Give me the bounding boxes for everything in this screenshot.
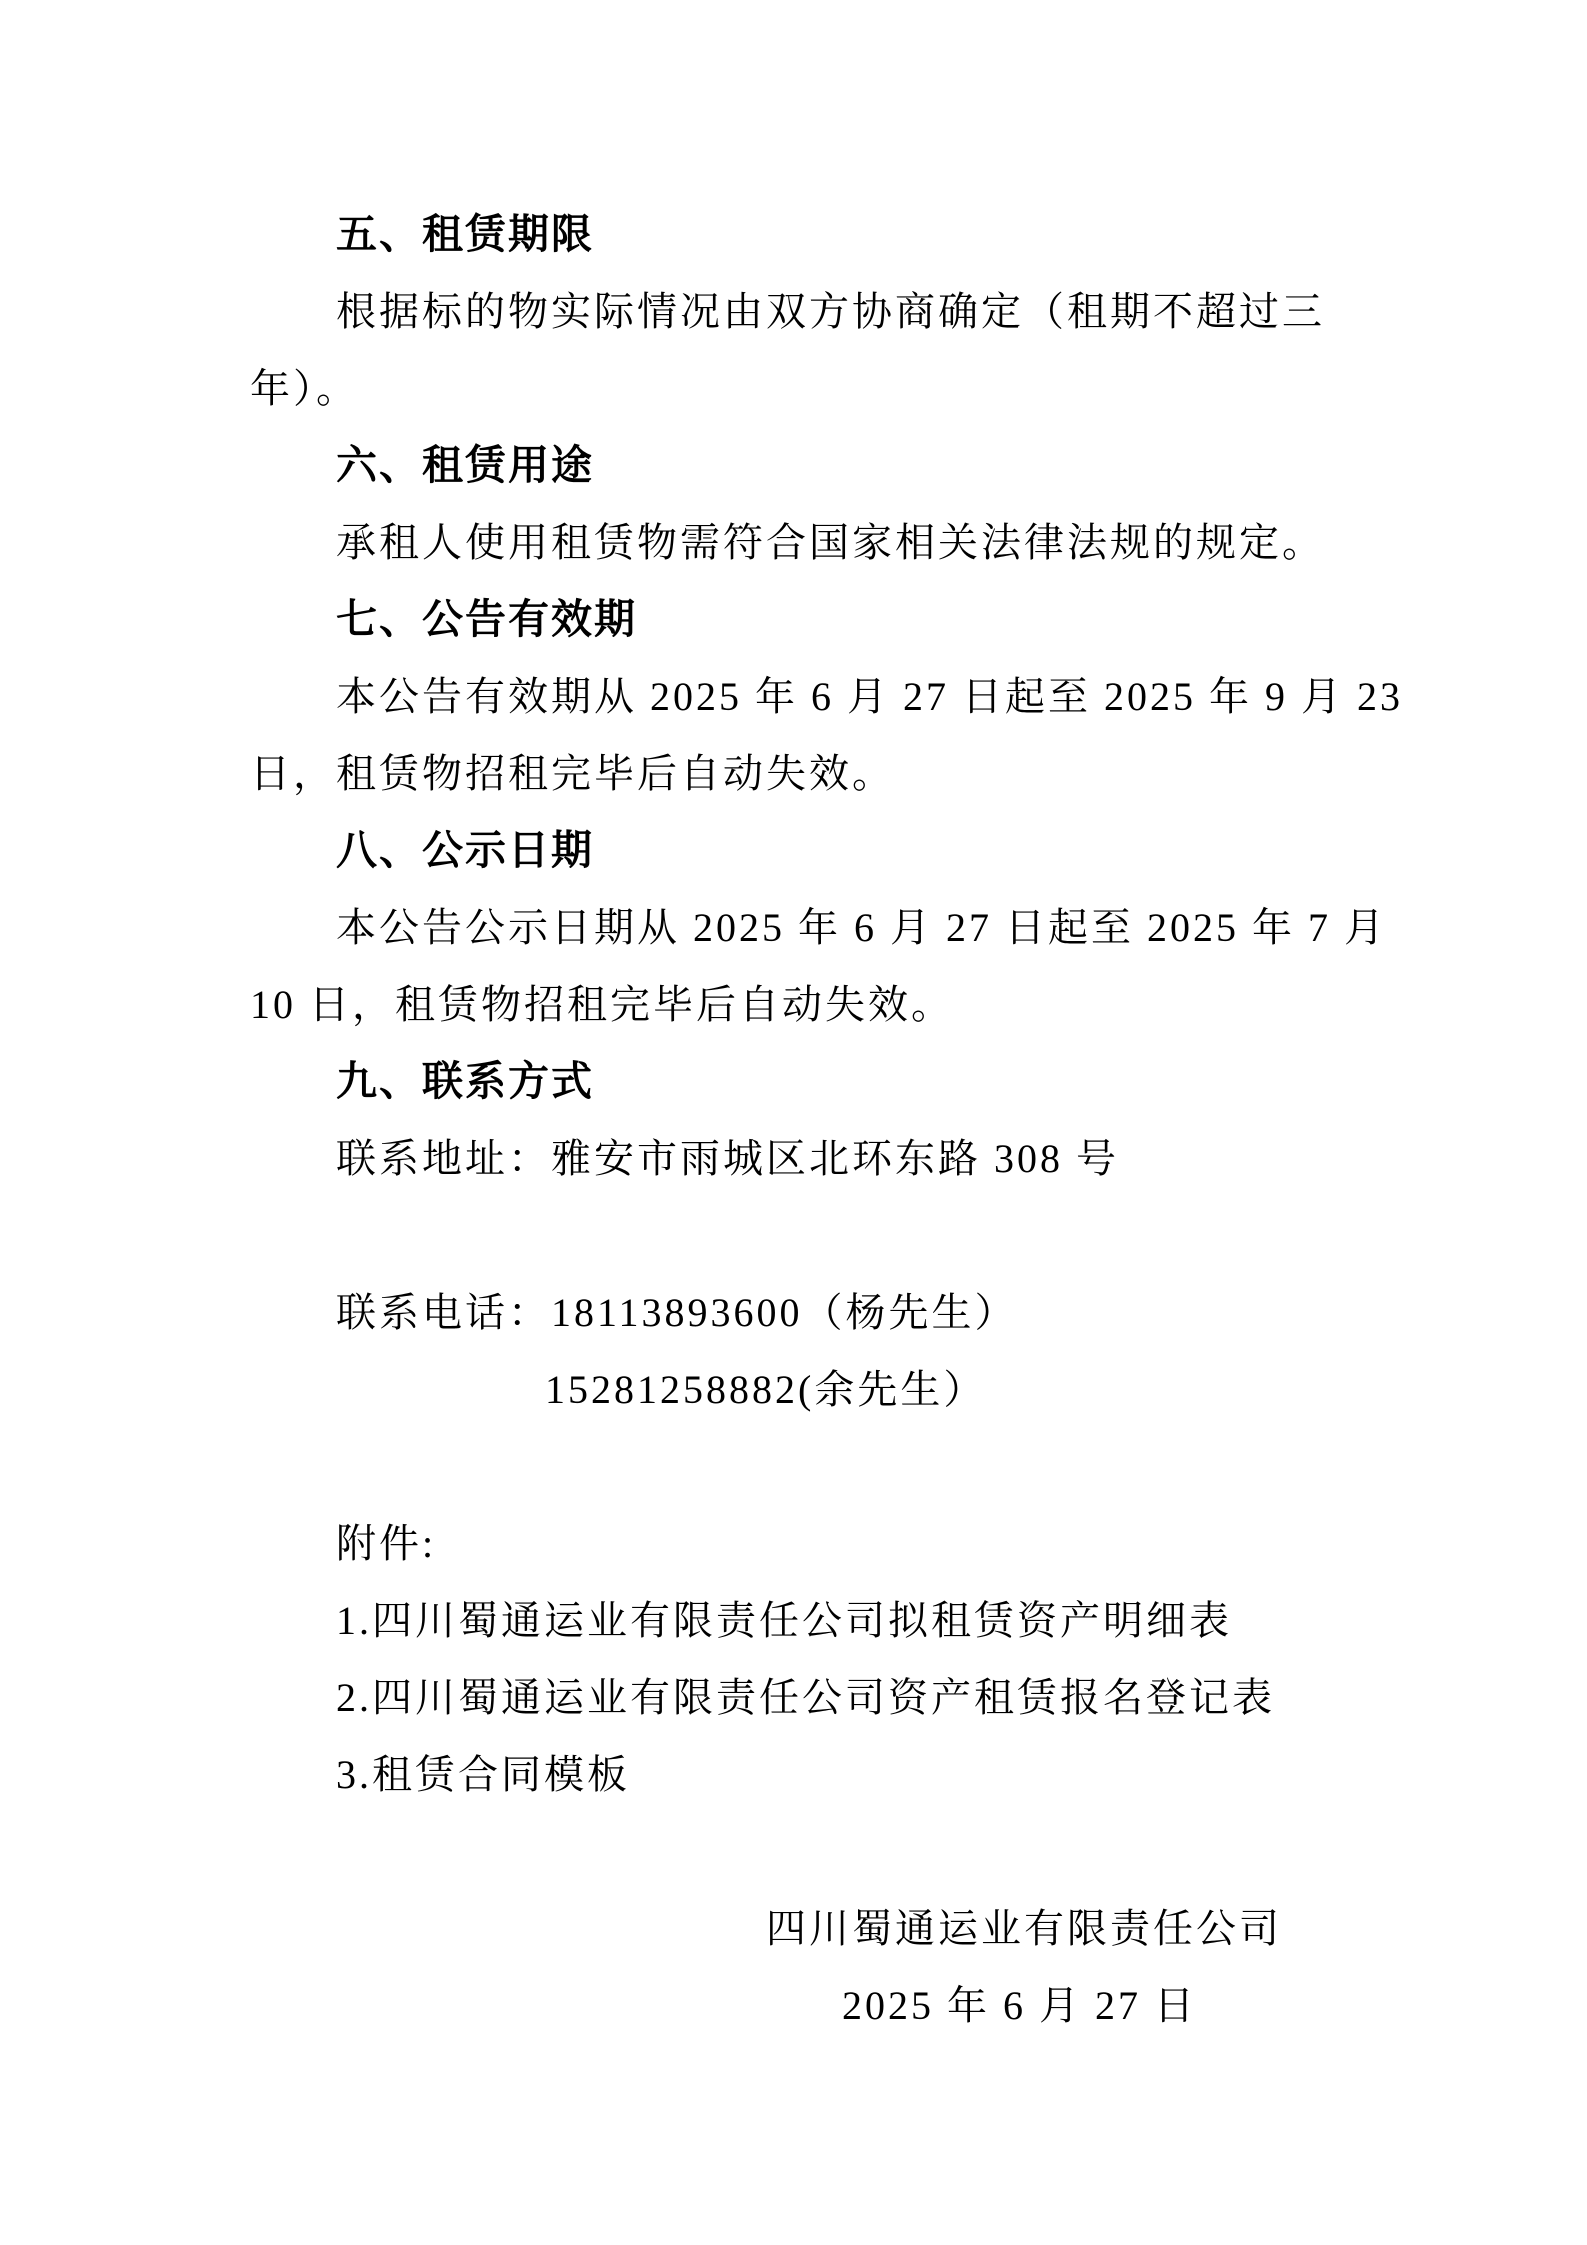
signature-company: 四川蜀通运业有限责任公司 [766, 1906, 1282, 1951]
section-8-line-1: 本公告公示日期从 2025 年 6 月 27 日起至 2025 年 7 月 [336, 905, 1387, 950]
section-8-heading: 八、公示日期 [336, 827, 594, 873]
contact-address-line: 联系地址：雅安市雨城区北环东路 308 号 [336, 1136, 1119, 1181]
blank-line [250, 1197, 1367, 1274]
section-5-heading: 五、租赁期限 [336, 211, 594, 257]
section-5-line-2: 年）。 [250, 366, 359, 411]
section-6-heading: 六、租赁用途 [336, 442, 594, 488]
attachment-item-2: 2.四川蜀通运业有限责任公司资产租赁报名登记表 [336, 1675, 1275, 1720]
section-9-heading: 九、联系方式 [336, 1058, 594, 1104]
attachment-item-3: 3.租赁合同模板 [336, 1752, 630, 1797]
section-6-line-1: 承租人使用租赁物需符合国家相关法律法规的规定。 [336, 520, 1325, 565]
section-5-line-1: 根据标的物实际情况由双方协商确定（租期不超过三 [336, 289, 1325, 334]
section-7-line-1: 本公告有效期从 2025 年 6 月 27 日起至 2025 年 9 月 23 [336, 674, 1403, 719]
contact-phone-line-1: 联系电话：18113893600（杨先生） [336, 1290, 1018, 1335]
blank-line [250, 1813, 1367, 1890]
contact-phone-line-2: 15281258882(余先生） [545, 1367, 987, 1412]
attachments-label: 附件: [336, 1521, 437, 1566]
blank-line [250, 1428, 1367, 1505]
section-7-line-2: 日，租赁物招租完毕后自动失效。 [250, 751, 895, 796]
section-8-line-2: 10 日，租赁物招租完毕后自动失效。 [250, 982, 954, 1027]
attachment-item-1: 1.四川蜀通运业有限责任公司拟租赁资产明细表 [336, 1598, 1232, 1643]
signature-date: 2025 年 6 月 27 日 [842, 1983, 1197, 2028]
section-7-heading: 七、公告有效期 [336, 596, 637, 642]
